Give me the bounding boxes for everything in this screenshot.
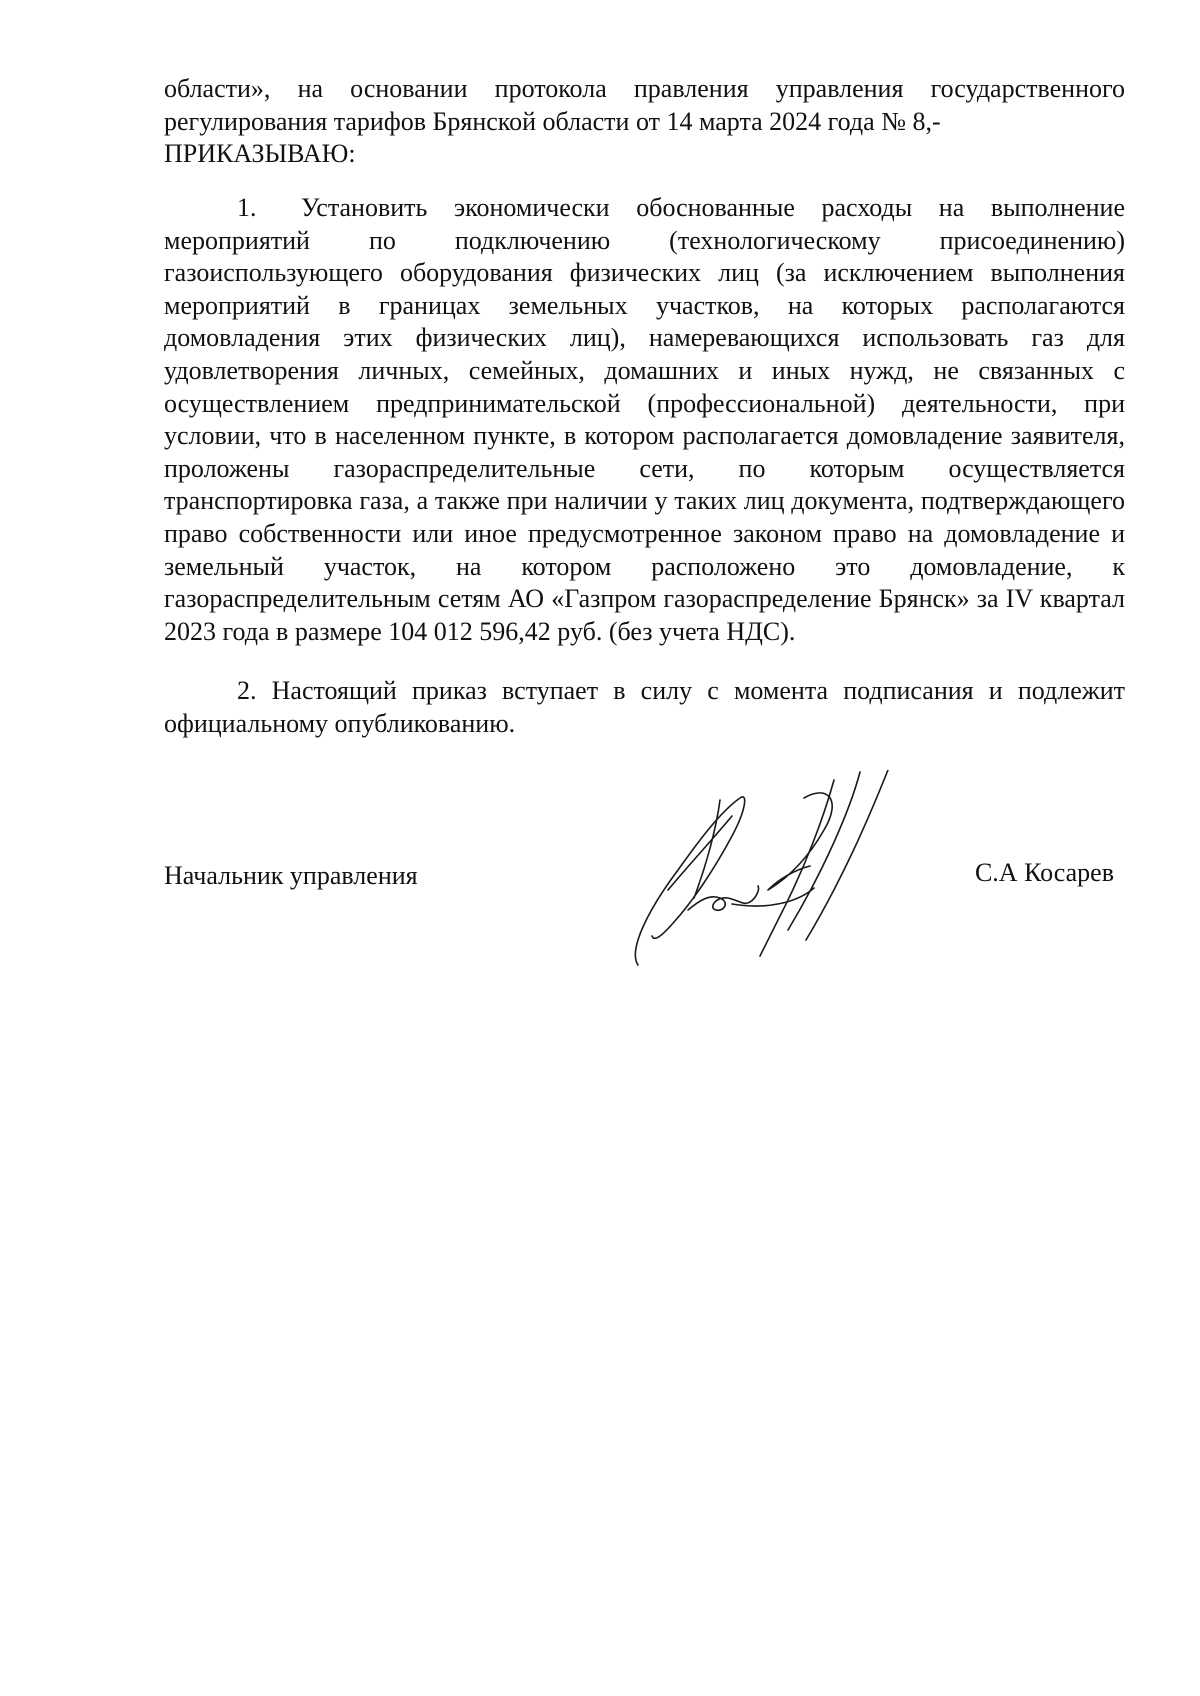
order-item-1-text: Установить экономически обоснованные расходы на выполнение мероприятий по подключению (технологическому присоединению) газоиспользующего оборудования физических лиц (за исключением выполнения мероприятий в границах земельных участков, на которых располагаются домовладения этих физических лиц), намеревающихся использовать газ для удовлетворения личных, семейных, домашних и иных нужд, не связанных с осуществлением предпринимательской (профессиональной) деятельности, при условии, что в населенном пункте, в котором располагается домовладение заявителя, проложены газораспределительные сети, по которым осуществляется транспортировка газа, а также при наличии у таких лиц документа, подтверждающего право собственности или иное предусмотренное законом право на домовладение и земельный участок, на котором расположено это домовладение, к газораспределительным сетям АО «Газпром газораспределение Брянск» за IV квартал 2023 года в размере 104 012 596,42 руб. (без учета НДС).	[164, 193, 1125, 646]
handwritten-signature	[628, 770, 918, 970]
intro-paragraph	[164, 73, 1125, 171]
signer-position: Начальник управления	[164, 861, 418, 890]
intro-line-1: области», на основании протокола правления управления государственного	[164, 74, 1125, 103]
order-keyword: ПРИКАЗЫВАЮ:	[164, 139, 356, 169]
signer-name: С.А Косарев	[974, 858, 1114, 887]
order-item-1-number: 1.	[237, 193, 257, 222]
intro-line-2: регулирования тарифов Брянской области от 14 марта 2024 года № 8,-	[164, 106, 941, 136]
order-item-2-text: 2. Настоящий приказ вступает в силу с момента подписания и подлежит официальному опубликованию.	[164, 676, 1125, 738]
order-item-2	[164, 675, 1125, 740]
order-item-1	[164, 192, 1125, 648]
